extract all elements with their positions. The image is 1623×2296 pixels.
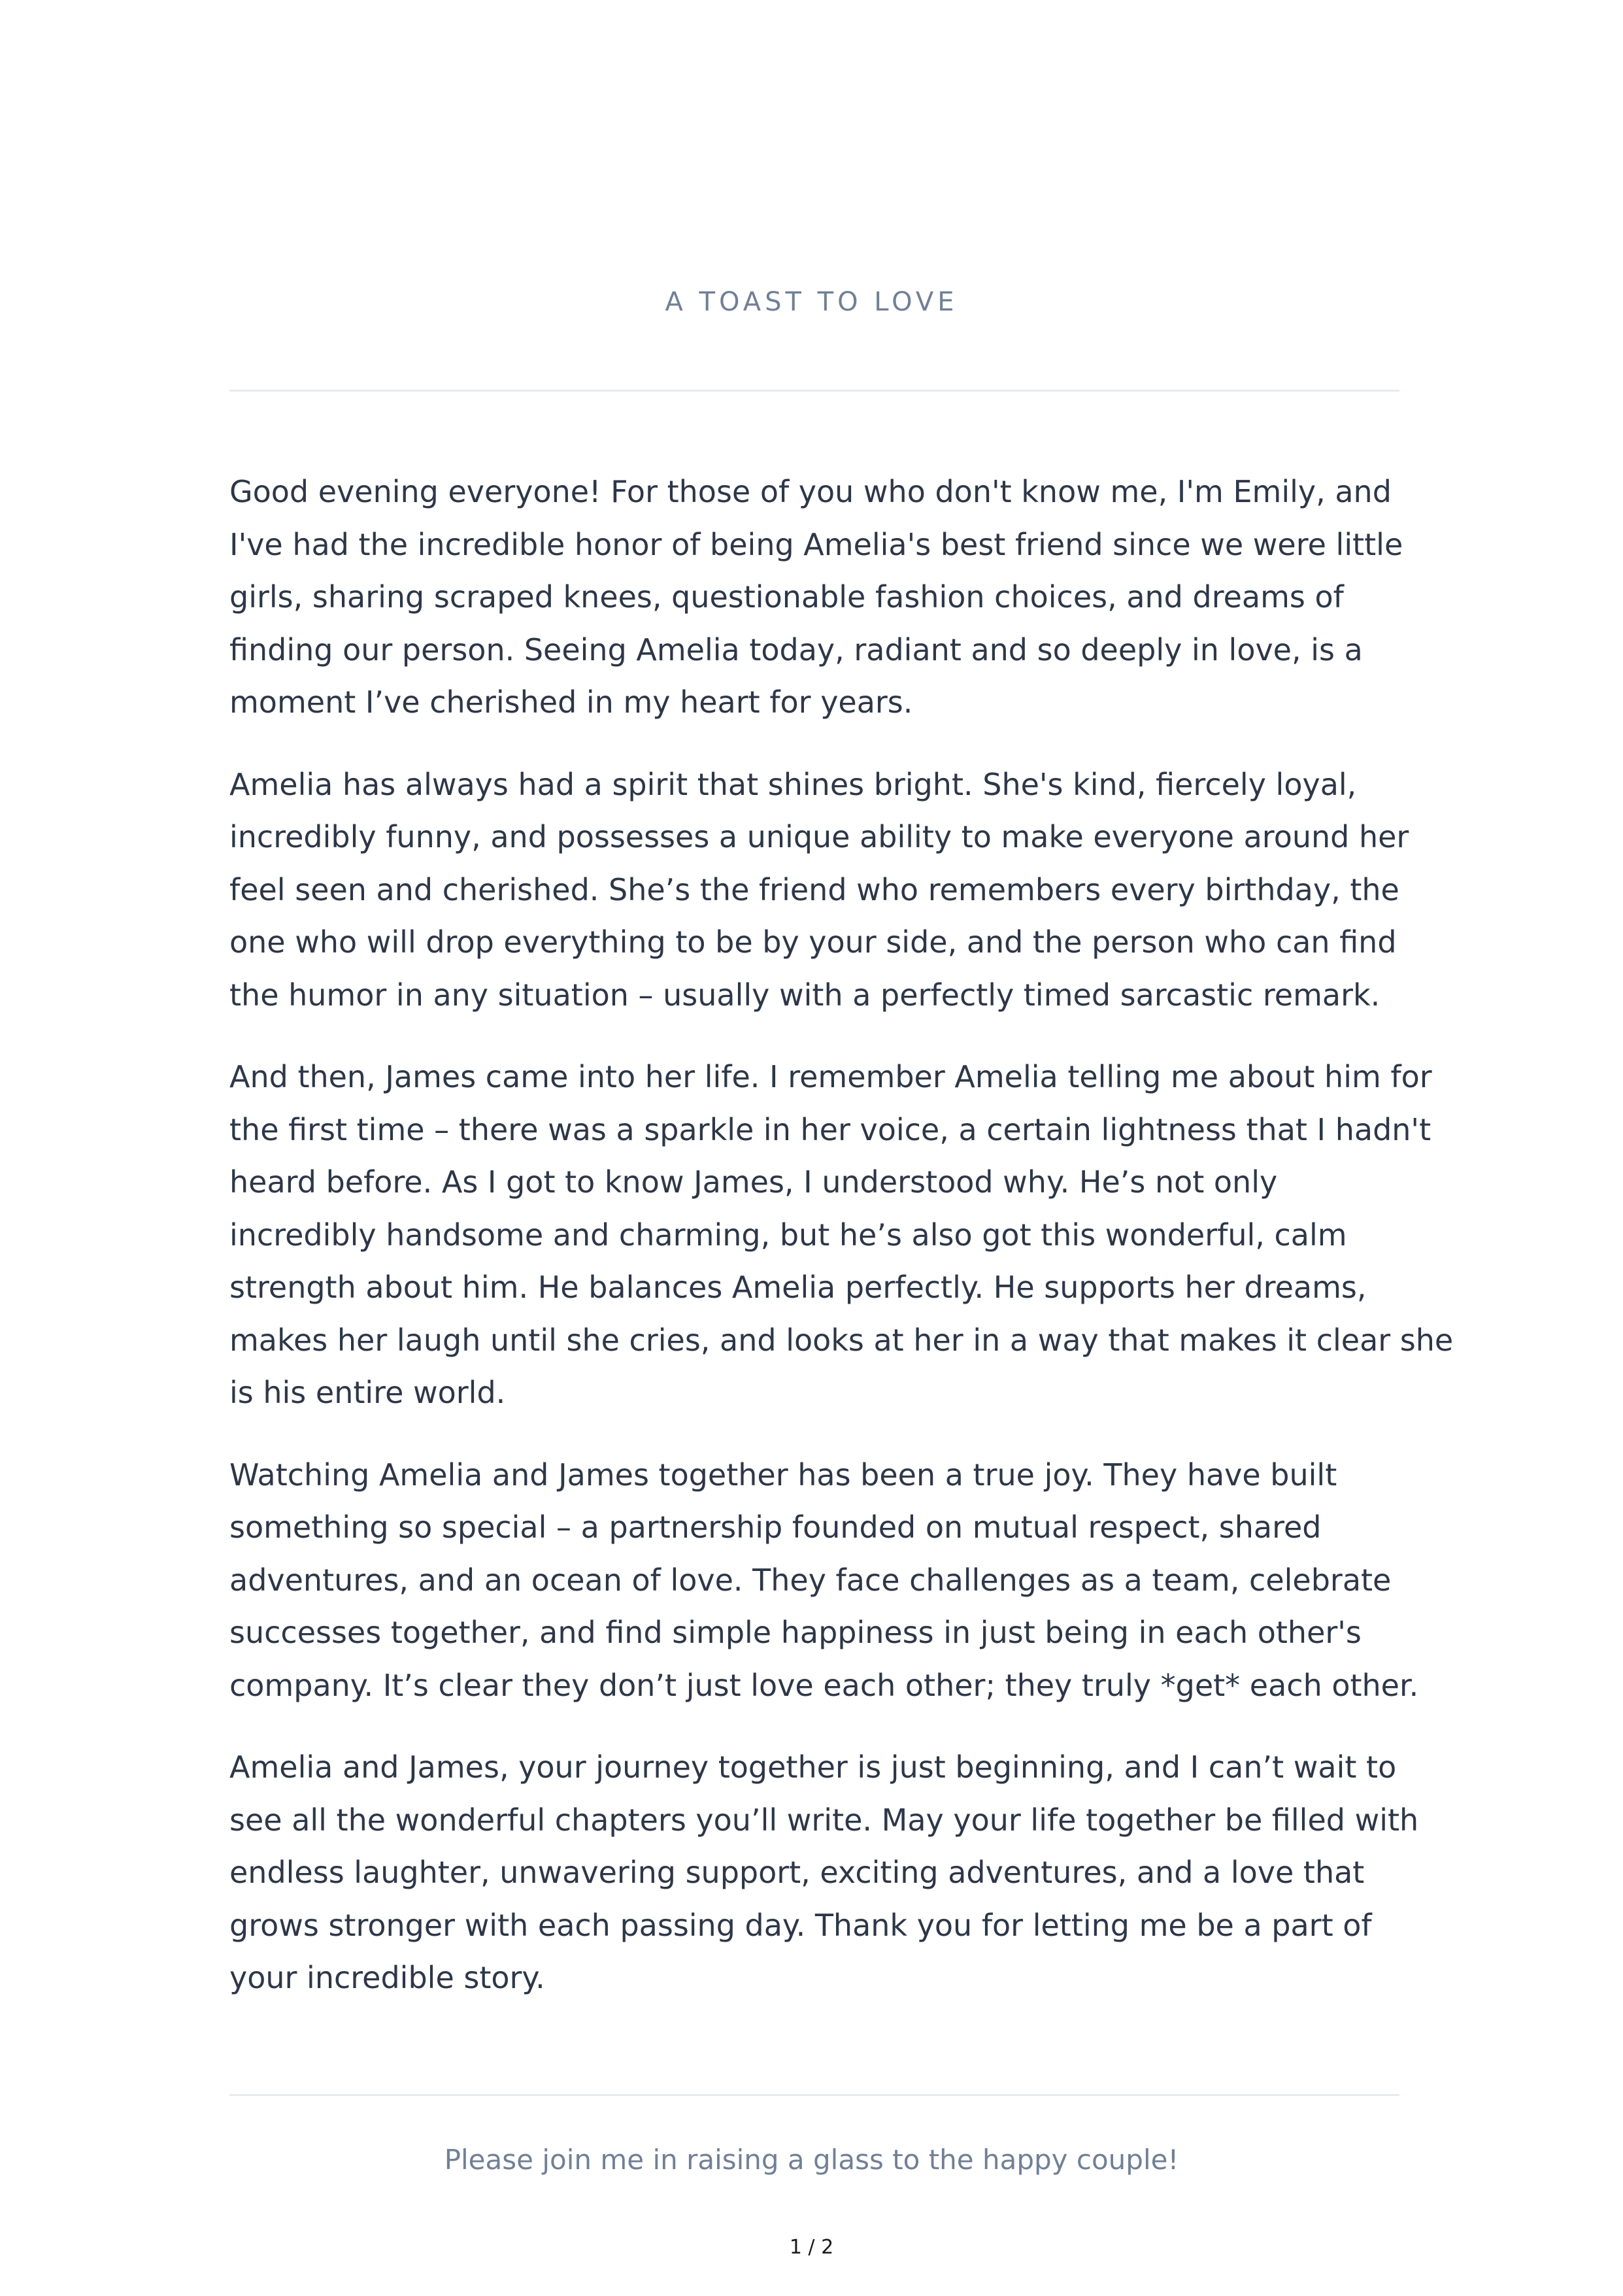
paragraph-line: makes her laugh until she cries, and looks at her in a way that makes it clear she <box>229 1322 1454 1358</box>
paragraph-line: heard before. As I got to know James, I understood why. He’s not only <box>229 1164 1278 1200</box>
paragraph-line: company. It’s clear they don’t just love each other; they truly *get* each other. <box>229 1667 1419 1703</box>
paragraph-line: adventures, and an ocean of love. They face challenges as a team, celebrate <box>229 1562 1392 1598</box>
paragraph-line: is his entire world. <box>229 1375 506 1410</box>
paragraph-line: Good evening everyone! For those of you who don't know me, I'm Emily, and <box>229 474 1392 509</box>
paragraph-line: grows stronger with each passing day. Thank you for letting me be a part of <box>229 1907 1372 1943</box>
paragraph-line: Amelia and James, your journey together is just beginning, and I can’t wait to <box>229 1749 1397 1785</box>
bottom-divider <box>229 2094 1399 2096</box>
paragraph-line: successes together, and find simple happiness in just being in each other's <box>229 1615 1362 1650</box>
paragraph-line: strength about him. He balances Amelia perfectly. He supports her dreams, <box>229 1270 1367 1305</box>
paragraph-line: your incredible story. <box>229 1960 545 1995</box>
page-number: 1 / 2 <box>789 2236 834 2259</box>
paragraph-line: the humor in any situation – usually with a perfectly timed sarcastic remark. <box>229 977 1380 1013</box>
paragraph <box>229 1051 1454 1419</box>
paragraph-line: incredibly funny, and possesses a unique ability to make everyone around her <box>229 819 1409 854</box>
paragraph-line: the first time – there was a sparkle in her voice, a certain lightness that I hadn't <box>229 1111 1431 1147</box>
paragraph-line: feel seen and cherished. She’s the friend who remembers every birthday, the <box>229 871 1399 907</box>
paragraph <box>229 1741 1419 2004</box>
document-title: A TOAST TO LOVE <box>665 287 958 317</box>
paragraph-line: And then, James came into her life. I remember Amelia telling me about him for <box>229 1059 1432 1094</box>
paragraph-line: Amelia has always had a spirit that shines bright. She's kind, fiercely loyal, <box>229 766 1357 802</box>
closing-line: Please join me in raising a glass to the happy couple! <box>444 2144 1179 2176</box>
paragraph-line: I've had the incredible honor of being Amelia's best friend since we were little <box>229 526 1403 562</box>
paragraph-line: moment I’ve cherished in my heart for years. <box>229 684 913 720</box>
top-divider <box>229 390 1399 392</box>
paragraph-line: Watching Amelia and James together has been a true joy. They have built <box>229 1457 1337 1493</box>
paragraph-line: one who will drop everything to be by your side, and the person who can find <box>229 924 1397 960</box>
paragraph <box>229 758 1409 1022</box>
paragraph <box>229 1449 1419 1712</box>
paragraph-line: girls, sharing scraped knees, questionable fashion choices, and dreams of <box>229 579 1344 615</box>
paragraph-line: endless laughter, unwavering support, exciting adventures, and a love that <box>229 1855 1365 1890</box>
paragraph-line: see all the wonderful chapters you’ll write. May your life together be filled with <box>229 1802 1419 1838</box>
paragraph-line: finding our person. Seeing Amelia today, radiant and so deeply in love, is a <box>229 632 1363 667</box>
toast-body <box>229 465 1454 2034</box>
paragraph <box>229 465 1406 729</box>
paragraph-line: something so special – a partnership founded on mutual respect, shared <box>229 1510 1322 1545</box>
paragraph-line: incredibly handsome and charming, but he’s also got this wonderful, calm <box>229 1217 1347 1253</box>
